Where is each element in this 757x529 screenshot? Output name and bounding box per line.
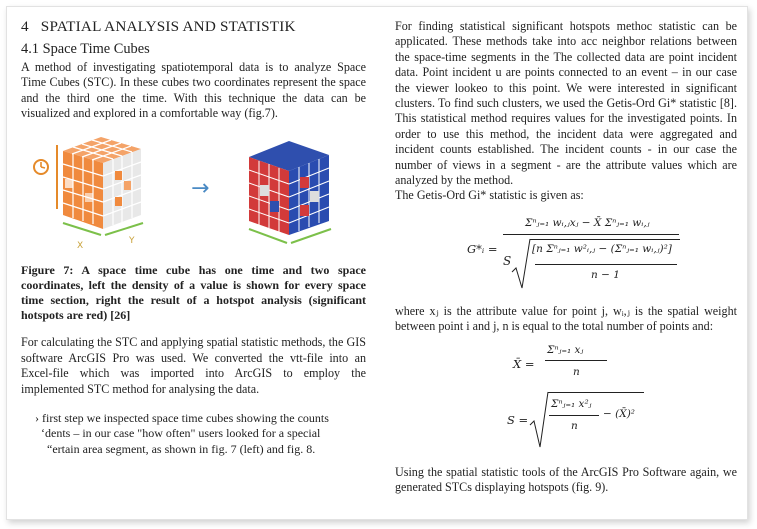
- where-paragraph: where xⱼ is the attribute value for point j, wᵢ,ⱼ is the spatial weight between point i and j, n is equal to the total number of points and:: [395, 303, 737, 334]
- subsection-heading: 4.1 Space Time Cubes: [21, 41, 150, 58]
- sqrt-sign-icon-2: [529, 391, 549, 449]
- getis-ord-equation: [395, 212, 737, 298]
- document-page: [6, 6, 748, 520]
- statistic-intro: The Getis-Ord Gi* statistic is given as:: [395, 188, 584, 203]
- sqrt-sign-icon: [511, 238, 531, 290]
- figure-caption: Figure 7: A space time cube has one time and two space coordinates, left the density of a value is shown for every space time section, right the result of a hotspot analysis (significant hotspots are red) [26]: [21, 263, 366, 323]
- cut-line-1: › first step we inspected space time cubes showing the counts: [35, 411, 329, 426]
- page-curl-bottom-left: [7, 429, 33, 519]
- eq3-tail: − (X̄)²: [603, 407, 636, 420]
- time-axis-clock-icon: [34, 145, 57, 209]
- cut-line-2: ‘dents – in our case "how often" users looked for a special: [41, 426, 321, 441]
- closing-paragraph: Using the spatial statistic tools of the ArcGIS Pro Software again, we generated STCs displaying hotspots (fig. 9).: [395, 464, 737, 495]
- eq2-denominator: n: [573, 365, 580, 378]
- left-column: [21, 19, 366, 457]
- arcgis-paragraph: For calculating the STC and applying spatial statistic methods, the GIS software ArcGIS Pro was used. We converted the vtt-file into an Excel-file which was imported into ArcGIS to employ the implemented STC method for analysing the data.: [21, 335, 366, 396]
- eq3-denominator: n: [571, 419, 578, 432]
- eq3-lhs: S =: [507, 412, 529, 427]
- eq-numerator: Σⁿⱼ₌₁ wᵢ,ⱼxⱼ − X̄ Σⁿⱼ₌₁ wᵢ,ⱼ: [525, 216, 650, 229]
- hotspot-paragraph: For finding statistical significant hotspots methoc statistic can be applicated. These methods take into acc neighbor relations between the space-time segments in the The collected data are point incident data. Point incident u are points connected to an event – in our case the viewer lookeo to this point. We were interested in significant clusters. To find such clusters, we used the Getis-Ord Gi* statistic [8]. This statistical method requires values for the investigated points. In order to use this method, the incident data were aggregated and incident counts established. The incident counts - in our case the number of views in a segment - are the attribute values which are analyzed by the method.: [395, 19, 737, 188]
- eq-denominator-n: n − 1: [591, 268, 620, 281]
- mean-and-sd-equations: [395, 339, 737, 459]
- cut-line-3: “ertain area segment, as shown in fig. 7 (left) and fig. 8.: [47, 441, 316, 456]
- eq2-lhs: X̄ =: [513, 356, 535, 371]
- section-heading: [21, 19, 366, 34]
- eq-denominator-inner: [n Σⁿⱼ₌₁ w²ᵢ,ⱼ − (Σⁿⱼ₌₁ wᵢ,ⱼ)²]: [532, 242, 672, 255]
- density-cube: [63, 137, 143, 235]
- x-axis-label: X: [77, 241, 84, 252]
- section-title: SPATIAL ANALYSIS AND STATISTIK: [40, 18, 296, 35]
- intro-paragraph: A method of investigating spatiotemporal data is to analyze Space Time Cubes (STC). In these cubes two coordinates represent the space and the third one the time. With this technique the data can be visualized and explored in a comfortable way (fig.7).: [21, 59, 366, 121]
- cut-paragraph: [21, 411, 366, 457]
- eq2-numerator: Σⁿⱼ₌₁ xⱼ: [547, 343, 584, 356]
- y-axis-label: Y: [129, 236, 135, 247]
- space-time-cube-figure: [21, 131, 366, 255]
- eq-denominator-s: S: [503, 253, 512, 268]
- right-column: [395, 19, 737, 496]
- transition-arrow-icon: →: [191, 176, 210, 202]
- eq3-numerator: Σⁿⱼ₌₁ x²ⱼ: [551, 397, 592, 410]
- figure-7: [21, 131, 366, 255]
- hotspot-cube: [249, 141, 331, 243]
- eq-lhs: G*ᵢ =: [467, 241, 498, 256]
- section-number: 4: [21, 18, 29, 35]
